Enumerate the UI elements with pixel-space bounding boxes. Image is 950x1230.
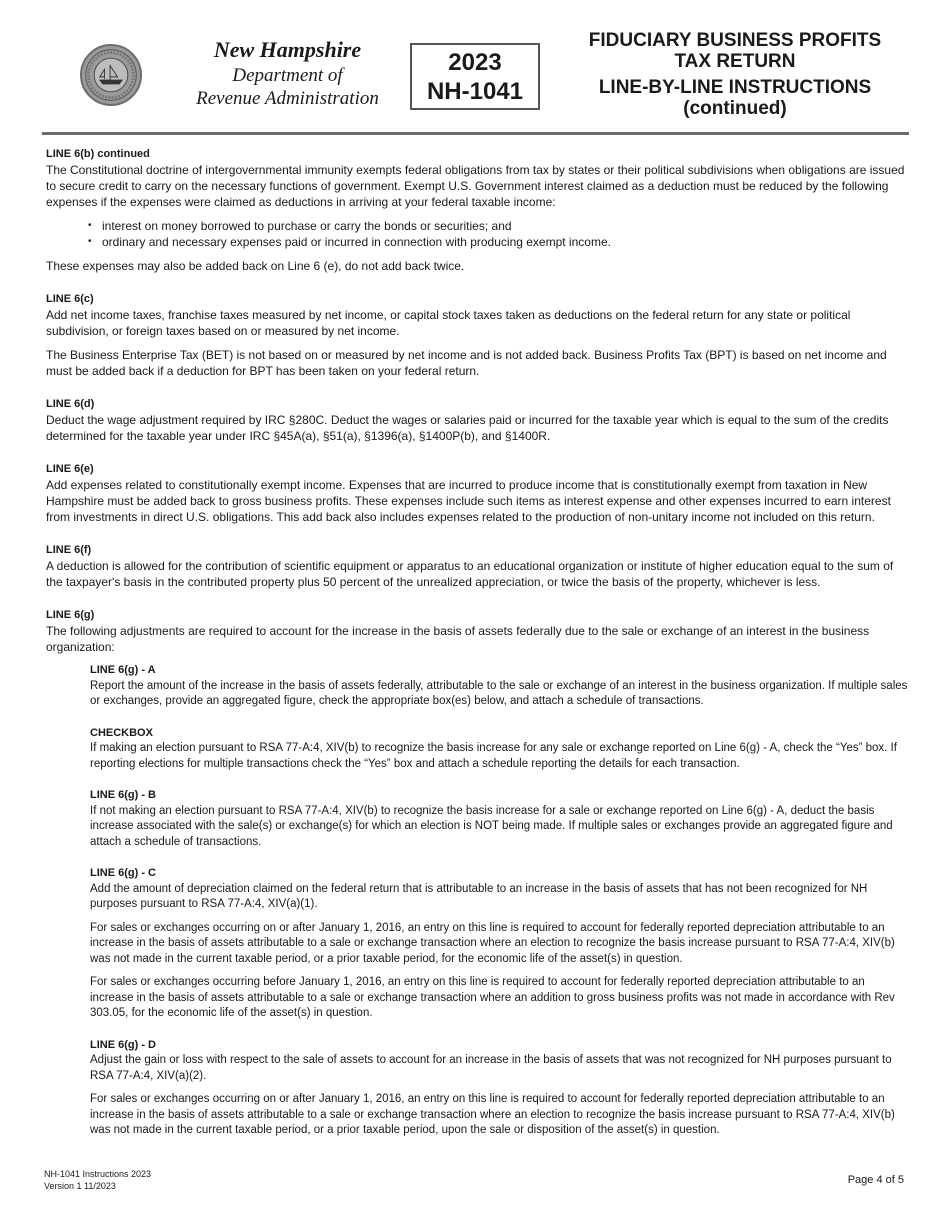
instructions-body [46, 146, 908, 1156]
list-item: • ordinary and necessary expenses paid or incurred in connection with producing exempt income. [102, 234, 908, 250]
subsection-heading: CHECKBOX [90, 726, 153, 739]
department-line-1: Department of [232, 65, 343, 86]
section-heading: LINE 6(g) [46, 609, 95, 621]
section-line-6b [46, 146, 908, 274]
paragraph: The Constitutional doctrine of intergovernmental immunity exempts federal obligations from tax by states or their political subdivisions when obligations are issued to secure credit to carry on the necessary functions of government. Exempt U.S. Government interest claimed as a deduction must be reduced by the following expenses if the expenses were claimed as deductions in arriving at your federal taxable income: [46, 163, 905, 209]
paragraph: For sales or exchanges occurring before January 1, 2016, an entry on this line is required to account for federally reported depreciation attributable to an increase in the basis of assets attributable to a sale or exchange transaction where an addition to gross business profits was not made in accordance with Rev 303.05, for the economic life of the asset(s) in question. [90, 976, 895, 1019]
section-line-6f [46, 542, 908, 590]
footer-form-info [44, 1168, 151, 1192]
section-line-6g [46, 607, 908, 1139]
paragraph: The Business Enterprise Tax (BET) is not based on or measured by net income and is not added back. Business Profits Tax (BPT) is based on net income and must be added back if a deduction for BPT has been taken on your federal return. [46, 348, 887, 378]
state-name: New Hampshire [213, 37, 362, 62]
seal-icon [82, 46, 140, 104]
paragraph: These expenses may also be added back on Line 6 (e), do not add back twice. [46, 259, 465, 273]
paragraph: The following adjustments are required to account for the increase in the basis of assets federally due to the sale or exchange of an interest in the business organization: [46, 624, 870, 654]
subsection-6g-b [90, 788, 908, 850]
section-heading: LINE 6(d) [46, 398, 95, 410]
paragraph: Deduct the wage adjustment required by IRC §280C. Deduct the wages or salaries paid or incurred for the taxable year which is equal to the sum of the credits determined for the taxable year under IRC §45A(a), §51(a), §1396(a), §1400P(b), and §1400R. [46, 413, 889, 443]
subsection-checkbox [90, 726, 908, 773]
subsection-6g-a [90, 663, 908, 710]
form-number: NH-1041 [426, 78, 524, 105]
paragraph: If not making an election pursuant to RSA 77-A:4, XIV(b) to recognize the basis increase for a sale or exchange reported on Line 6(g) - A, deduct the basis increase associated with the sale(s) or exchange(s) for which an election is NOT being made. If multiple sales or exchanges provide an aggregated figure and attach a schedule of transactions. [90, 804, 893, 848]
bullet-list [46, 218, 908, 250]
form-id-box [410, 43, 540, 110]
department-line-2: Revenue Administration [196, 88, 379, 109]
footer-version: Version 1 11/2023 [44, 1181, 116, 1191]
section-heading: LINE 6(e) [46, 463, 94, 475]
paragraph: Add expenses related to constitutionally exempt income. Expenses that are incurred to produce income that is constitutionally exempt from taxation in New Hampshire must be added back to gross business profits. These expenses include such items as interest expense and other expenses incurred to earn interest from investments in direct U.S. obligations. This add back also includes expenses related to the production of non-unitary income not included on this return. [46, 478, 891, 524]
title-line-1: FIDUCIARY BUSINESS PROFITS [588, 30, 882, 51]
subsection-heading: LINE 6(g) - B [90, 789, 156, 801]
paragraph: Add net income taxes, franchise taxes measured by net income, or capital stock taxes taken as deductions on the federal return for any state or political subdivision, or foreign taxes based on or measured by net income. [46, 308, 851, 338]
subsection-heading: LINE 6(g) - D [90, 1038, 156, 1051]
title-line-2: TAX RETURN [674, 51, 796, 72]
paragraph: If making an election pursuant to RSA 77-A:4, XIV(b) to recognize the basis increase for any sale or exchange reported on Line 6(g) - A, check the “Yes” box. If reporting elections for multiple transactions check the “Yes” box and attach a schedule reporting the details for each transaction. [90, 742, 897, 770]
section-heading: LINE 6(c) [46, 293, 94, 305]
form-year: 2023 [448, 49, 502, 76]
section-heading: LINE 6(f) [46, 544, 92, 556]
section-line-6d [46, 396, 908, 444]
subsection-heading: LINE 6(g) - C [90, 867, 156, 879]
paragraph: For sales or exchanges occurring on or after January 1, 2016, an entry on this line is required to account for federally reported depreciation attributable to an increase in the basis of assets attributable to a sale or exchange transaction where an election to recognize the basis increase pursuant to RSA 77-A:4, XIV(b) was not made in the current taxable period, or a prior taxable period, upon the sale or disposition of the asset(s) in question. [90, 1093, 895, 1136]
subsection-6g-c [90, 866, 908, 1022]
footer-form-name: NH-1041 Instructions 2023 [44, 1169, 152, 1179]
paragraph: Adjust the gain or loss with respect to the sale of assets to account for an increase in the basis of assets that was not recognized for NH purposes pursuant to RSA 77-A:4, XIV(a)(2). [90, 1054, 892, 1082]
page-title [560, 30, 910, 119]
state-seal-logo [80, 44, 142, 106]
paragraph: For sales or exchanges occurring on or after January 1, 2016, an entry on this line is required to account for federally reported depreciation attributable to an increase in the basis of assets attributable to a sale or exchange transaction where an election to recognize the basis increase pursuant to RSA 77-A:4, XIV(b) was not made in the current taxable period, or a prior taxable period, for the economic life of the asset(s) in question. [90, 921, 895, 965]
title-line-3: LINE-BY-LINE INSTRUCTIONS [598, 77, 872, 98]
list-item: • interest on money borrowed to purchase or carry the bonds or securities; and [102, 218, 908, 234]
subsections-6g [90, 663, 908, 1139]
subsection-6g-d [90, 1038, 908, 1139]
title-line-4: (continued) [683, 98, 787, 119]
page-number: Page 4 of 5 [847, 1174, 904, 1186]
paragraph: Add the amount of depreciation claimed on the federal return that is attributable to an increase in the basis of assets that has not been recognized for NH purposes pursuant to RSA 77-A:4, XIV(a)(1). [90, 882, 868, 910]
agency-name [160, 36, 415, 110]
section-line-6e [46, 461, 908, 525]
subsection-heading: LINE 6(g) - A [90, 664, 156, 676]
section-heading: LINE 6(b) continued [46, 148, 150, 160]
paragraph: A deduction is allowed for the contribution of scientific equipment or apparatus to an educational organization or institute of higher education equal to the sum of the taxpayer's basis in the contributed property plus 50 percent of the unrealized appreciation, or twice the basis of the property, whichever is less. [46, 559, 894, 589]
paragraph: Report the amount of the increase in the basis of assets federally, attributable to the sale or exchange of an interest in the business organization. If multiple sales or exchanges, provide an aggregated figure, check the appropriate box(es) below, and attach a schedule of transactions. [90, 679, 908, 707]
header-divider [42, 132, 909, 135]
section-line-6c [46, 291, 908, 379]
